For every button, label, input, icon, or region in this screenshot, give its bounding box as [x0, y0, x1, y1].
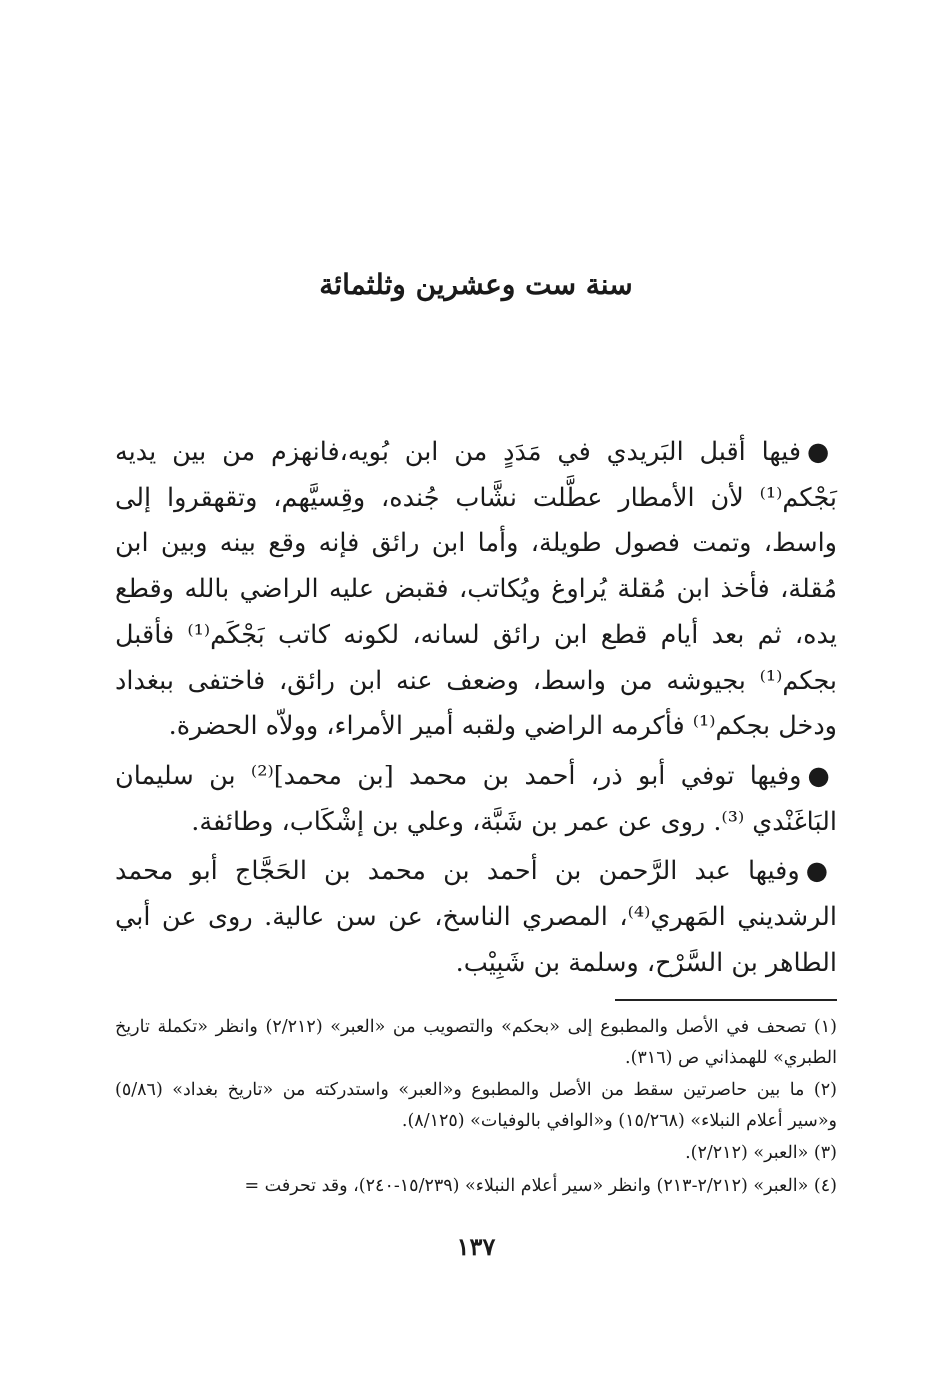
bullet-icon: ●	[805, 856, 837, 887]
footnote-2: (٢) ما بين حاصرتين سقط من الأصل والمطبوع و«العبر» واستدركته من «تاريخ بغداد» (٥/٨٦) و«سير أعلام النبلاء» (١٥/٢٦٨) و«الوافي بالوفيات» (٨/١٢٥).	[115, 1080, 837, 1131]
footnote-1: (١) تصحف في الأصل والمطبوع إلى «بحكم» والتصويب من «العبر» (٢/٢١٢) وانظر «تكملة تاريخ الطبري» للهمذاني ص (٣١٦).	[115, 1017, 837, 1068]
bullet-icon: ●	[807, 437, 837, 467]
page-number: ١٣٧	[456, 1232, 496, 1261]
page-title: سنة ست وعشرين وثلثمائة	[319, 268, 633, 301]
paragraph-3	[115, 849, 837, 986]
footnotes	[115, 1012, 837, 1203]
paragraph-text: وفيها توفي أبو ذر، أحمد بن محمد [بن محمد]⁽²⁾ بن سليمان البَاغَنْدي ⁽³⁾. روى عن عمر بن شَبَّة، وعلي بن إشْكَاب، وطائفة.	[115, 760, 837, 837]
paragraph-text: فيها أقبل البَريدي في مَدَدٍ من ابن بُويه،فانهزم من بين يديه بَجْكم⁽¹⁾ لأن الأمطار عطَّلت نشَّاب جُنده، وقِسيَّهم، وتقهقروا إلى واسط، وتمت فصول طويلة، وأما ابن رائق فإنه وقع بينه وبين ابن مُقلة، فأخذ ابن مُقلة يُراوغ ويُكاتب، فقبض عليه الراضي بالله وقطع يده، ثم بعد أيام قطع ابن رائق لسانه، لكونه كاتب بَجْكَم⁽¹⁾ فأقبل بجكم⁽¹⁾ بجيوشه من واسط، وضعف عنه ابن رائق، فاختفى ببغداد ودخل بجكم⁽¹⁾ فأكرمه الراضي ولقبه أمير الأمراء، وولاّه الحضرة.	[115, 437, 837, 742]
footnote-4: (٤) «العبر» (٢/٢١٢-٢١٣) وانظر «سير أعلام النبلاء» (١٥/٢٣٩-٢٤٠)، وقد تحرفت =	[244, 1175, 837, 1196]
paragraph-1	[115, 430, 837, 750]
bullet-icon: ●	[807, 760, 837, 791]
paragraph-text: وفيها عبد الرَّحمن بن أحمد بن محمد بن الحَجَّاج أبو محمد الرشديني المَهري⁽⁴⁾، المصري الناسخ، عن سن عالية. روى عن أبي الطاهر بن السَّرْح، وسلمة بن شَبِيْب.	[115, 856, 837, 978]
footnote-3: (٣) «العبر» (٢/٢١٢).	[685, 1143, 837, 1163]
paragraph-2	[115, 754, 837, 845]
main-text	[115, 430, 837, 990]
footnote-divider	[615, 999, 837, 1001]
